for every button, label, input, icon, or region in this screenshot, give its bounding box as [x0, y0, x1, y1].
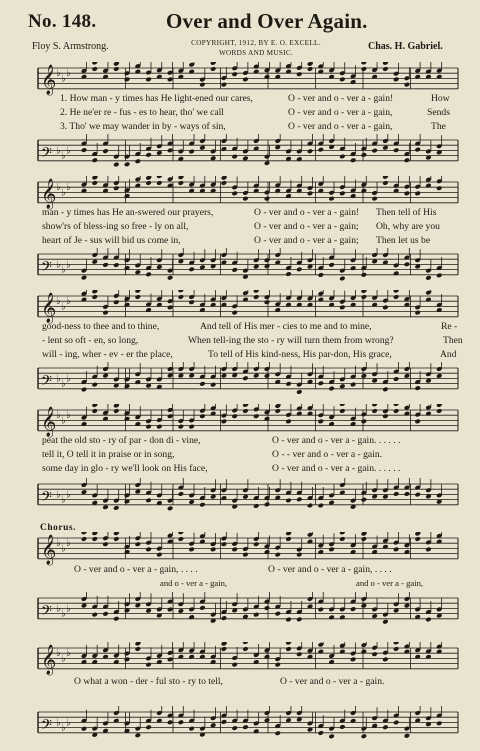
svg-text:♭: ♭ [61, 301, 66, 313]
lyric-pickup: The [431, 121, 446, 132]
svg-text:♭: ♭ [66, 145, 71, 157]
lyric-line [0, 676, 480, 688]
bass-staff [0, 134, 480, 168]
svg-text:♭: ♭ [61, 653, 66, 665]
treble-staff [0, 62, 480, 96]
lyric-line [0, 121, 480, 133]
lyric-phrase: - lent so oft - en, so long, [42, 335, 139, 346]
svg-text:𝄢: 𝄢 [41, 602, 52, 623]
hymn-title: Over and Over Again. [166, 9, 368, 33]
lyric-phrase: 1. How man - y times has He light-ened our cares, [60, 93, 253, 104]
svg-text:♭: ♭ [61, 608, 66, 620]
lyricist-credit: Floy S. Armstrong. [32, 41, 109, 52]
lyric-pickup: Re - [441, 321, 458, 332]
svg-text:♭: ♭ [66, 410, 71, 422]
svg-text:♭: ♭ [66, 373, 71, 385]
lyric-phrase: tell it, O tell it in praise or in song, [42, 449, 175, 460]
lyric-phrase: heart of Je - sus will bid us come in, [42, 235, 181, 246]
music-system-3 [0, 290, 480, 396]
svg-text:𝄞: 𝄞 [41, 534, 57, 565]
svg-text:♭: ♭ [56, 489, 61, 501]
svg-text:♭: ♭ [61, 378, 66, 390]
svg-text:𝄞: 𝄞 [41, 406, 57, 437]
svg-text:𝄢: 𝄢 [41, 258, 52, 279]
lyric-line [0, 577, 480, 589]
lyric-refrain: O - ver and o - ver a - gain. [280, 676, 385, 687]
treble-staff [0, 404, 480, 438]
lyric-phrase: some day in glo - ry we'll look on His face, [42, 463, 208, 474]
svg-text:𝄢: 𝄢 [41, 144, 52, 165]
svg-text:𝄢: 𝄢 [41, 716, 52, 737]
music-system-2 [0, 176, 480, 282]
lyric-phrase: To tell of His kind-ness, His par-don, His grace, [208, 349, 392, 360]
lyric-line [0, 235, 480, 247]
lyric-phrase: O - ver and o - ver a - gain, . . . . [268, 564, 392, 575]
lyric-line [0, 349, 480, 361]
lyric-pickup: Then [443, 335, 463, 346]
lyric-phrase: O - ver and o - ver a - gain, . . . . [74, 564, 198, 575]
svg-text:𝄢: 𝄢 [41, 488, 52, 509]
lyric-line [0, 107, 480, 119]
svg-text:♭: ♭ [66, 538, 71, 550]
lyric-refrain: O - ver and o - ver a - gain. . . . . . [272, 463, 401, 474]
lyric-phrase: show'rs of bless-ing so free - ly on all, [42, 221, 189, 232]
lyric-phrase: will - ing, wher - ev - er the place, [42, 349, 173, 360]
lyric-phrase: 3. Tho' we may wander in by - ways of sin, [60, 121, 226, 132]
lyric-pickup: Sends [427, 107, 450, 118]
svg-text:♭: ♭ [56, 259, 61, 271]
svg-text:𝄢: 𝄢 [41, 372, 52, 393]
lyric-pickup: Then let us be [376, 235, 431, 246]
svg-text:♭: ♭ [56, 68, 61, 80]
svg-text:♭: ♭ [66, 259, 71, 271]
lyric-refrain: O - ver and o - ver a - gain! [288, 93, 394, 104]
svg-text:♭: ♭ [56, 717, 61, 729]
svg-text:♭: ♭ [56, 603, 61, 615]
lyric-refrain: O - ver and o - ver a - gain. . . . . . [272, 435, 401, 446]
music-system-1 [0, 62, 480, 168]
bass-staff [0, 478, 480, 512]
copyright-sub: WORDS AND MUSIC. [218, 49, 294, 57]
lyric-phrase: man - y times has He an-swered our prayers, [42, 207, 214, 218]
treble-staff [0, 532, 480, 566]
bass-staff [0, 248, 480, 282]
svg-text:𝄞: 𝄞 [41, 178, 57, 209]
lyric-line [0, 449, 480, 461]
svg-text:♭: ♭ [66, 603, 71, 615]
svg-text:♭: ♭ [56, 648, 61, 660]
svg-text:♭: ♭ [66, 648, 71, 660]
lyric-pickup: How [431, 93, 450, 104]
music-system-4 [0, 404, 480, 512]
lyric-line [0, 463, 480, 475]
lyric-line [0, 93, 480, 105]
svg-text:♭: ♭ [56, 410, 61, 422]
lyric-phrase: O what a won - der - ful sto - ry to tell, [74, 676, 223, 687]
svg-text:♭: ♭ [56, 145, 61, 157]
lyric-refrain: O - - ver and o - ver a - gain. [272, 449, 383, 460]
lyric-refrain: O - ver and o - ver a - gain! [254, 207, 360, 218]
svg-text:♭: ♭ [56, 538, 61, 550]
composer-credit: Chas. H. Gabriel. [368, 41, 443, 52]
svg-text:♭: ♭ [61, 264, 66, 276]
bass-staff [0, 706, 480, 740]
svg-text:♭: ♭ [66, 68, 71, 80]
lyric-refrain: O - ver and o - ver a - gain, [288, 107, 393, 118]
svg-text:♭: ♭ [61, 494, 66, 506]
bass-staff [0, 362, 480, 396]
lyric-refrain: O - ver and o - ver a - gain; [254, 235, 359, 246]
lyric-refrain: O - ver and o - ver a - gain; [254, 221, 359, 232]
lyric-phrase: When tell-ing the sto - ry will turn them from wrong? [188, 335, 394, 346]
svg-text:♭: ♭ [56, 296, 61, 308]
lyric-line [0, 335, 480, 347]
svg-text:♭: ♭ [61, 187, 66, 199]
svg-text:♭: ♭ [66, 182, 71, 194]
svg-text:♭: ♭ [61, 73, 66, 85]
lyric-pickup: And [440, 349, 457, 360]
lyric-line [0, 321, 480, 333]
treble-staff [0, 176, 480, 210]
lyric-echo: and o - ver a - gain, [356, 578, 424, 588]
hymn-header [0, 0, 480, 64]
treble-staff [0, 290, 480, 324]
svg-text:♭: ♭ [61, 722, 66, 734]
lyric-phrase: good-ness to thee and to thine, [42, 321, 160, 332]
svg-text:♭: ♭ [61, 150, 66, 162]
svg-text:♭: ♭ [56, 373, 61, 385]
lyric-pickup: Oh, why are you [376, 221, 440, 232]
lyric-phrase: And tell of His mer - cies to me and to mine, [200, 321, 372, 332]
music-system-5 [0, 532, 480, 632]
music-system-6 [0, 642, 480, 742]
copyright-notice [186, 38, 326, 58]
chorus-label: Chorus. [40, 523, 76, 533]
svg-text:♭: ♭ [66, 717, 71, 729]
lyric-phrase: peat the old sto - ry of par - don di - vine, [42, 435, 201, 446]
lyric-line [0, 435, 480, 447]
svg-text:♭: ♭ [66, 489, 71, 501]
lyric-pickup: Then tell of His [376, 207, 437, 218]
svg-text:𝄞: 𝄞 [41, 64, 57, 95]
lyric-line [0, 221, 480, 233]
svg-text:♭: ♭ [61, 415, 66, 427]
treble-staff [0, 642, 480, 676]
lyric-refrain: O - ver and o - ver a - gain, [288, 121, 393, 132]
lyric-line [0, 564, 480, 576]
hymn-number: No. 148. [28, 11, 97, 32]
svg-text:𝄞: 𝄞 [41, 292, 57, 323]
copyright-line: COPYRIGHT, 1912, BY E. O. EXCELL. [191, 39, 321, 47]
lyric-phrase: 2. He ne'er re - fus - es to hear, tho' we call [60, 107, 224, 118]
svg-text:♭: ♭ [56, 182, 61, 194]
lyric-line [0, 207, 480, 219]
svg-text:♭: ♭ [61, 543, 66, 555]
svg-text:♭: ♭ [66, 296, 71, 308]
bass-staff [0, 592, 480, 626]
lyric-echo: and o - ver a - gain, [160, 578, 228, 588]
svg-text:𝄞: 𝄞 [41, 644, 57, 675]
